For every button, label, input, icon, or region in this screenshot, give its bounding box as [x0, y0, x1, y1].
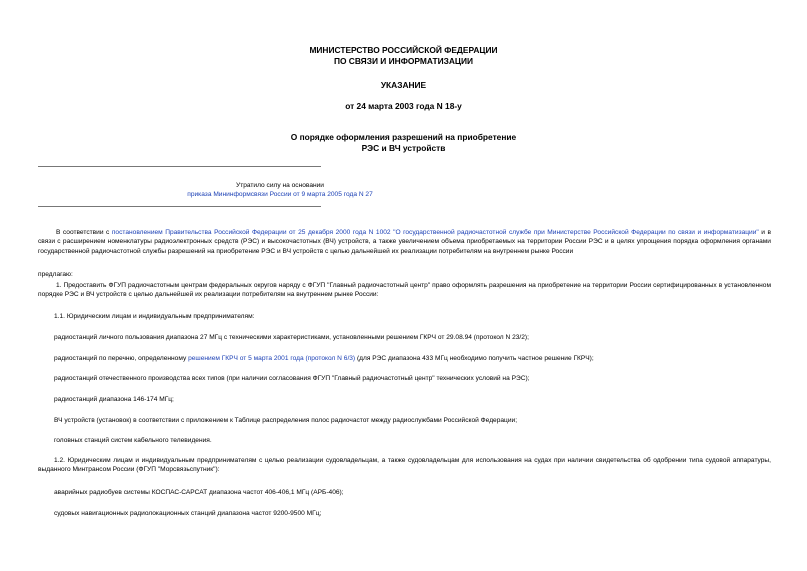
item-b-link[interactable]: решением ГКРЧ от 5 марта 2001 года (протокол N 6/3) — [188, 355, 356, 362]
point-1: 1. Предоставить ФГУП радиочастотным центрам федеральных округов наряду с ФГУП "Главный радиочастотный центр" право оформлять разрешения на приобретение на территории России сертифицированных в установленном порядке РЭС и ВЧ устройств с целью дальнейшей их реализации потребителям на внутреннем рынке России: — [38, 282, 771, 299]
status-line: Утратило силу на основании — [236, 182, 324, 189]
status-link[interactable]: приказа Мининформсвязи России от 9 марта 2005 года N 27 — [187, 191, 373, 198]
point-1-2: 1.2. Юридическим лицам и индивидуальным предпринимателям с целью реализации судовладельцам, а также судовладельцам для использования на судах при наличии свидетельства об одобрении типа судовой аппаратуры, выданного Минтрансом России (ФГУП "Морсвязьспутник"): — [38, 457, 771, 474]
ministry-line-1: МИНИСТЕРСТВО РОССИЙСКОЙ ФЕДЕРАЦИИ — [309, 45, 498, 55]
divider-bottom — [38, 206, 321, 207]
doc-title — [0, 132, 807, 154]
divider-top — [38, 166, 321, 167]
intro-text-1: В соответствии с — [56, 229, 112, 236]
intro-link[interactable]: постановлением Правительства Российской Федерации от 25 декабря 2000 года N 1002 "О государственной радиочастотной службе при Министерстве Российской Федерации по связи и информатизации" — [111, 229, 759, 236]
list-item: головных станций систем кабельного телевидения. — [54, 437, 212, 444]
list-item: судовых навигационных радиолокационных станций диапазона частот 9200-9500 МГц; — [54, 510, 322, 517]
doc-title-line-2: РЭС и ВЧ устройств — [361, 143, 446, 153]
doc-title-line-1: О порядке оформления разрешений на приобретение — [290, 132, 517, 142]
propose-text: предлагаю: — [38, 271, 73, 278]
list-item: ВЧ устройств (установок) в соответствии с приложением к Таблице распределения полос радиочастот между радиослужбами Российской Федерации; — [54, 417, 518, 424]
doc-date: от 24 марта 2003 года N 18-у — [345, 101, 462, 111]
doc-type: УКАЗАНИЕ — [380, 80, 427, 90]
item-b-text-1: радиостанций по перечню, определенному — [54, 355, 189, 362]
ministry-line-2: ПО СВЯЗИ И ИНФОРМАТИЗАЦИИ — [333, 56, 474, 66]
point-1-1: 1.1. Юридическим лицам и индивидуальным предпринимателям: — [54, 313, 255, 320]
list-item: аварийных радиобуев системы КОСПАС-САРСАТ диапазона частот 406-406,1 МГц (АРБ-406); — [54, 489, 344, 496]
item-b-text-2: (для РЭС диапазона 433 МГц необходимо получить частное решение ГКРЧ); — [355, 355, 594, 362]
list-item — [54, 354, 594, 363]
list-item: радиостанций отечественного производства всех типов (при наличии согласования ФГУП "Главный радиочастотный центр" технических условий на РЭС); — [54, 375, 530, 382]
intro-paragraph — [38, 228, 771, 256]
status-note — [0, 181, 560, 199]
list-item: радиостанций диапазона 146-174 МГц; — [54, 396, 174, 403]
list-item: радиостанций личного пользования диапазона 27 МГц с техническими характеристиками, установленными решением ГКРЧ от 29.08.94 (протокол N 23/2); — [54, 334, 529, 341]
ministry-name — [0, 45, 807, 67]
intro-text-2: и в связи с расширением номенклатуры радиоэлектронных средств (РЭС) и высокочастотных (ВЧ) устройств, а также увеличением объема приобретаемых на территории России РЭС и в целях упрощения порядка оформления органами государственной радиочастотной службы разрешений на приобретение РЭС и ВЧ устройств с целью дальнейшей их реализации потребителям на внутреннем рынке России — [38, 229, 771, 255]
